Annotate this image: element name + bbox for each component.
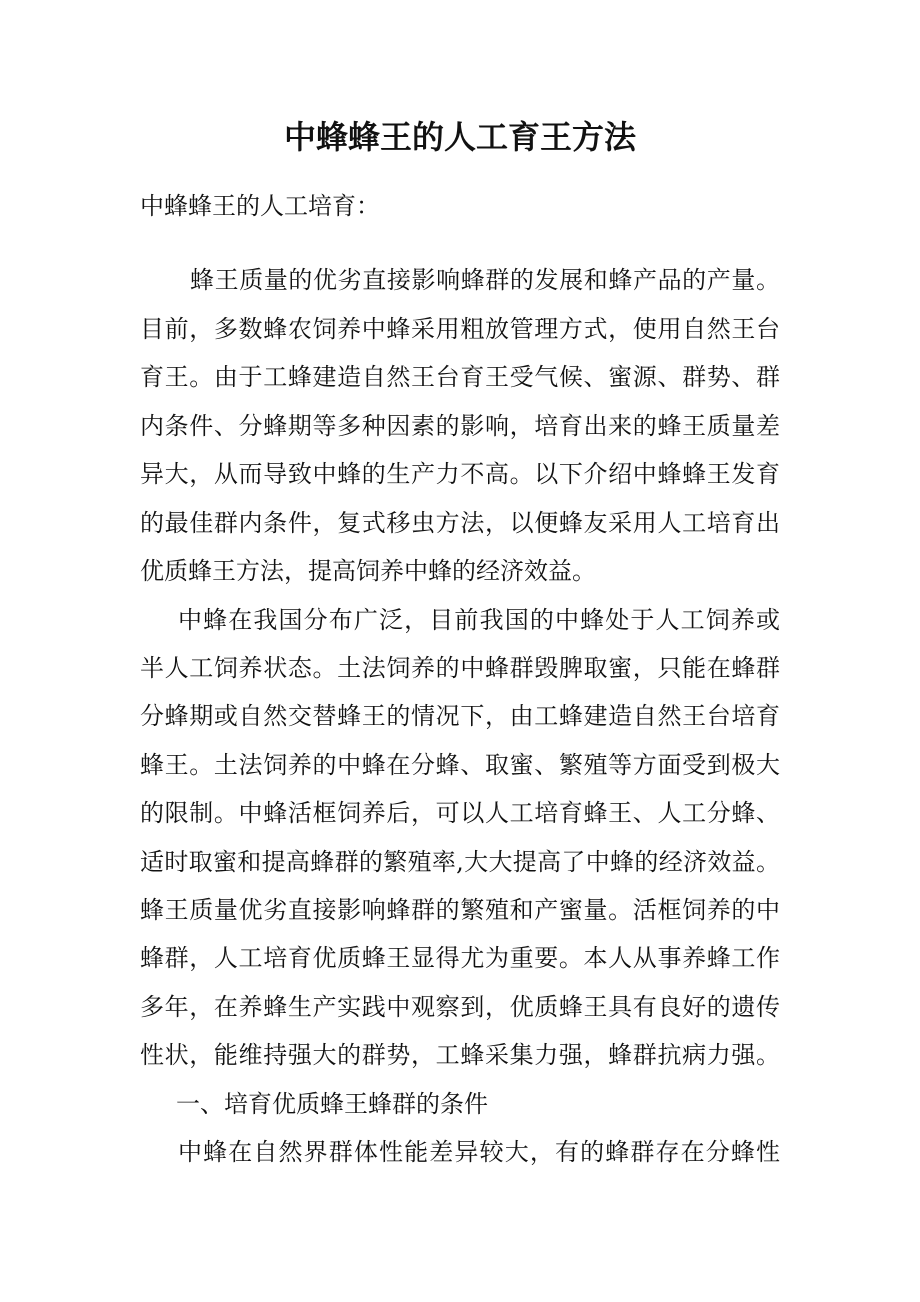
paragraph-line: 蜂王质量的优劣直接影响蜂群的发展和蜂产品的产量。 — [190, 266, 780, 294]
paragraph-line: 异大，从而导致中蜂的生产力不高。以下介绍中蜂蜂王发育 — [140, 460, 780, 488]
paragraph-line: 蜂王。土法饲养的中蜂在分蜂、取蜜、繁殖等方面受到极大 — [140, 751, 780, 779]
paragraph-line: 目前，多数蜂农饲养中蜂采用粗放管理方式，使用自然王台 — [140, 315, 780, 343]
section-subtitle: 中蜂蜂王的人工培育： — [140, 192, 380, 220]
paragraph-line: 内条件、分蜂期等多种因素的影响，培育出来的蜂王质量差 — [140, 412, 780, 440]
paragraph-line: 中蜂在我国分布广泛，目前我国的中蜂处于人工饲养或 — [178, 606, 780, 634]
paragraph-line: 多年，在养蜂生产实践中观察到，优质蜂王具有良好的遗传 — [140, 993, 780, 1021]
paragraph-line: 中蜂在自然界群体性能差异较大，有的蜂群存在分蜂性 — [178, 1138, 780, 1166]
paragraph-line: 蜂群，人工培育优质蜂王显得尤为重要。本人从事养蜂工作 — [140, 944, 780, 972]
paragraph-line: 优质蜂王方法，提高饲养中蜂的经济效益。 — [140, 557, 596, 585]
section-heading: 一、培育优质蜂王蜂群的条件 — [176, 1090, 488, 1118]
paragraph-line: 半人工饲养状态。土法饲养的中蜂群毁脾取蜜，只能在蜂群 — [140, 654, 780, 682]
paragraph-line: 育王。由于工蜂建造自然王台育王受气候、蜜源、群势、群 — [140, 363, 780, 391]
paragraph-line: 分蜂期或自然交替蜂王的情况下，由工蜂建造自然王台培育 — [140, 702, 780, 730]
paragraph-line: 的最佳群内条件，复式移虫方法，以便蜂友采用人工培育出 — [140, 509, 780, 537]
paragraph-line: 的限制。中蜂活框饲养后，可以人工培育蜂王、人工分蜂、 — [140, 799, 780, 827]
document-title: 中蜂蜂王的人工育王方法 — [283, 118, 636, 156]
paragraph-line: 性状，能维持强大的群势，工蜂采集力强，蜂群抗病力强。 — [140, 1041, 780, 1069]
paragraph-line: 适时取蜜和提高蜂群的繁殖率,大大提高了中蜂的经济效益。 — [140, 848, 780, 876]
paragraph-line: 蜂王质量优劣直接影响蜂群的繁殖和产蜜量。活框饲养的中 — [140, 896, 780, 924]
